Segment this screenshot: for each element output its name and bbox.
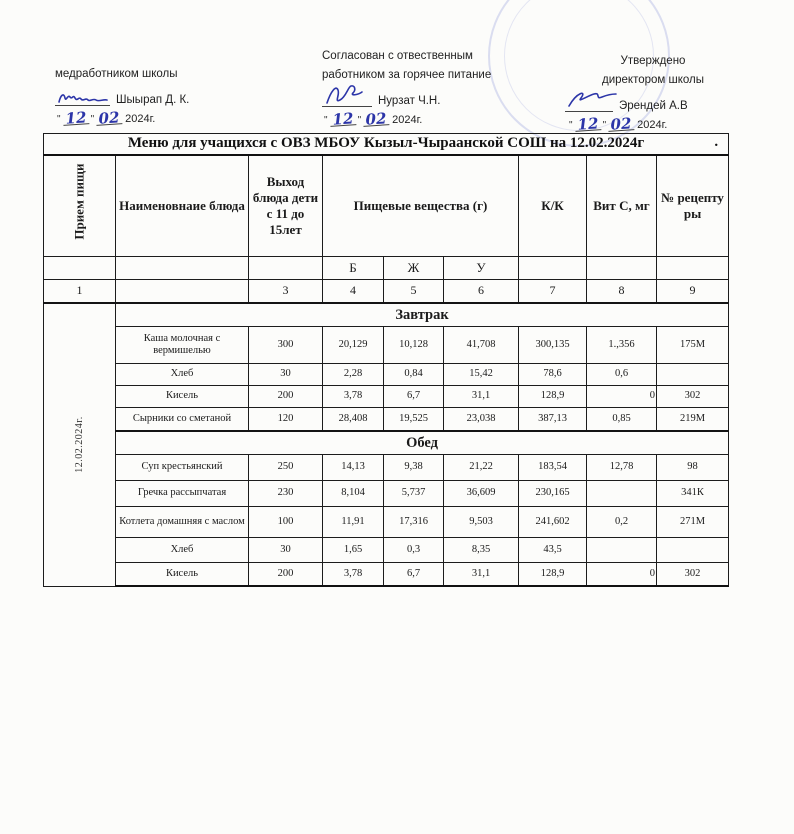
col-number: 7 (519, 280, 587, 304)
cell-out: 200 (249, 563, 323, 587)
quote-mark: " (90, 114, 95, 125)
sub-header-b: Б (323, 257, 384, 280)
empty-cell (44, 257, 116, 280)
cell-dish: Котлета домашняя с маслом (116, 507, 249, 538)
cell-vitc: 0 (587, 563, 657, 587)
cell-zh: 17,316 (384, 507, 444, 538)
col-header-recipe: № рецепту ры (657, 155, 729, 257)
cell-kk: 43,5 (519, 538, 587, 563)
cell-vitc: 0,2 (587, 507, 657, 538)
cell-b: 2,28 (323, 364, 384, 386)
table-row (44, 563, 729, 587)
cell-zh: 19,525 (384, 408, 444, 432)
cell-kk: 241,602 (519, 507, 587, 538)
cell-b: 14,13 (323, 455, 384, 481)
cell-vitc: 0,85 (587, 408, 657, 432)
col-number: 3 (249, 280, 323, 304)
cell-recipe (657, 538, 729, 563)
col-number (116, 280, 249, 304)
col-header-out: Выход блюда дети с 11 до 15лет (249, 155, 323, 257)
handwritten-day: 12 (574, 117, 601, 132)
handwritten-month: 02 (608, 117, 635, 132)
cell-b: 3,78 (323, 386, 384, 408)
table-row (44, 538, 729, 563)
cell-kk: 387,13 (519, 408, 587, 432)
cell-dish: Кисель (116, 386, 249, 408)
cell-vitc: 12,78 (587, 455, 657, 481)
cell-recipe: 302 (657, 386, 729, 408)
cell-kk: 300,135 (519, 327, 587, 364)
date-vertical-cell: 12.02.2024г. (44, 303, 116, 586)
cell-out: 200 (249, 386, 323, 408)
approval-director-name: Эрендей А.В (619, 100, 688, 112)
cell-recipe: 341К (657, 481, 729, 507)
cell-u: 31,1 (444, 563, 519, 587)
cell-kk: 78,6 (519, 364, 587, 386)
menu-title: Меню для учащихся с ОВЗ МБОУ Кызыл-Чыраанской СОШ на 12.02.2024г (127, 135, 645, 152)
col-number: 5 (384, 280, 444, 304)
cell-zh: 0,3 (384, 538, 444, 563)
cell-recipe: 271М (657, 507, 729, 538)
cell-u: 36,609 (444, 481, 519, 507)
cell-b: 11,91 (323, 507, 384, 538)
col-number: 9 (657, 280, 729, 304)
table-row (44, 327, 729, 364)
menu-title-cell (44, 134, 729, 156)
cell-zh: 6,7 (384, 563, 444, 587)
cell-recipe: 98 (657, 455, 729, 481)
cell-out: 230 (249, 481, 323, 507)
approval-block-director (553, 55, 753, 134)
approval-med-name: Шыырап Д. К. (116, 94, 190, 106)
col-number: 8 (587, 280, 657, 304)
signature-catering-icon (324, 83, 372, 109)
cell-dish: Каша молочная с вермишелью (116, 327, 249, 364)
cell-out: 30 (249, 538, 323, 563)
approval-block-catering (322, 50, 552, 129)
handwritten-month: 02 (96, 111, 123, 126)
signature-director-icon (567, 88, 619, 114)
section-header-lunch: Обед (116, 431, 729, 455)
cell-b: 20,129 (323, 327, 384, 364)
sub-header-zh: Ж (384, 257, 444, 280)
cell-vitc: 0,6 (587, 364, 657, 386)
cell-kk: 230,165 (519, 481, 587, 507)
cell-zh: 5,737 (384, 481, 444, 507)
table-row (44, 455, 729, 481)
cell-zh: 10,128 (384, 327, 444, 364)
col-number: 6 (444, 280, 519, 304)
cell-dish: Гречка рассыпчатая (116, 481, 249, 507)
menu-table-container (43, 133, 729, 587)
cell-u: 8,35 (444, 538, 519, 563)
cell-kk: 128,9 (519, 386, 587, 408)
handwritten-day: 12 (329, 112, 356, 127)
cell-u: 23,038 (444, 408, 519, 432)
cell-u: 41,708 (444, 327, 519, 364)
cell-vitc: 0 (587, 386, 657, 408)
cell-vitc (587, 538, 657, 563)
cell-out: 300 (249, 327, 323, 364)
col-header-kk: К/К (519, 155, 587, 257)
year-label: 2024г. (125, 113, 156, 125)
cell-b: 1,65 (323, 538, 384, 563)
cell-recipe: 302 (657, 563, 729, 587)
title-period: . (714, 134, 719, 150)
col-header-vitc: Вит С, мг (587, 155, 657, 257)
cell-out: 30 (249, 364, 323, 386)
signature-line (55, 87, 110, 106)
handwritten-month: 02 (363, 112, 390, 127)
table-row (44, 364, 729, 386)
cell-zh: 9,38 (384, 455, 444, 481)
quote-mark: " (602, 120, 607, 131)
quote-mark: " (357, 115, 362, 126)
cell-u: 31,1 (444, 386, 519, 408)
cell-b: 8,104 (323, 481, 384, 507)
empty-cell (116, 257, 249, 280)
cell-kk: 183,54 (519, 455, 587, 481)
cell-b: 28,408 (323, 408, 384, 432)
table-row (44, 386, 729, 408)
handwritten-day: 12 (62, 111, 89, 126)
cell-vitc (587, 481, 657, 507)
approval-block-med (55, 68, 275, 128)
cell-recipe (657, 364, 729, 386)
cell-dish: Хлеб (116, 538, 249, 563)
cell-out: 120 (249, 408, 323, 432)
quote-mark: " (324, 115, 328, 126)
approval-director-line2: директором школы (601, 74, 705, 86)
quote-mark: " (57, 114, 61, 125)
approval-director-line1: Утверждено (620, 55, 686, 67)
quote-mark: " (569, 120, 573, 131)
empty-cell (519, 257, 587, 280)
cell-recipe: 175М (657, 327, 729, 364)
empty-cell (657, 257, 729, 280)
cell-b: 3,78 (323, 563, 384, 587)
col-header-nutrients: Пищевые вещества (г) (323, 155, 519, 257)
col-number: 4 (323, 280, 384, 304)
table-row (44, 408, 729, 432)
cell-u: 15,42 (444, 364, 519, 386)
cell-dish: Сырники со сметаной (116, 408, 249, 432)
cell-kk: 128,9 (519, 563, 587, 587)
cell-u: 9,503 (444, 507, 519, 538)
empty-cell (249, 257, 323, 280)
sub-header-u: У (444, 257, 519, 280)
empty-cell (587, 257, 657, 280)
cell-dish: Кисель (116, 563, 249, 587)
cell-out: 250 (249, 455, 323, 481)
signature-line (322, 88, 372, 107)
signature-line (565, 93, 613, 112)
cell-out: 100 (249, 507, 323, 538)
col-header-dish: Наименовнаие блюда (116, 155, 249, 257)
signature-med-icon (57, 89, 109, 109)
col-number: 1 (44, 280, 116, 304)
approval-catering-line1: Согласован с отвественным (322, 50, 473, 62)
approval-catering-name: Нурзат Ч.Н. (378, 95, 441, 107)
table-row (44, 507, 729, 538)
section-header-breakfast: Завтрак (116, 303, 729, 327)
cell-vitc: 1.,356 (587, 327, 657, 364)
year-label: 2024г. (392, 114, 423, 126)
cell-recipe: 219М (657, 408, 729, 432)
col-header-meal: Прием пищи (44, 155, 116, 257)
menu-table (43, 133, 729, 587)
year-label: 2024г. (637, 119, 668, 131)
table-row (44, 481, 729, 507)
cell-zh: 0,84 (384, 364, 444, 386)
cell-u: 21,22 (444, 455, 519, 481)
approval-med-role: медработником школы (55, 68, 178, 80)
cell-dish: Суп крестьянский (116, 455, 249, 481)
cell-dish: Хлеб (116, 364, 249, 386)
approval-catering-line2: работником за горячее питание (322, 69, 492, 81)
cell-zh: 6,7 (384, 386, 444, 408)
